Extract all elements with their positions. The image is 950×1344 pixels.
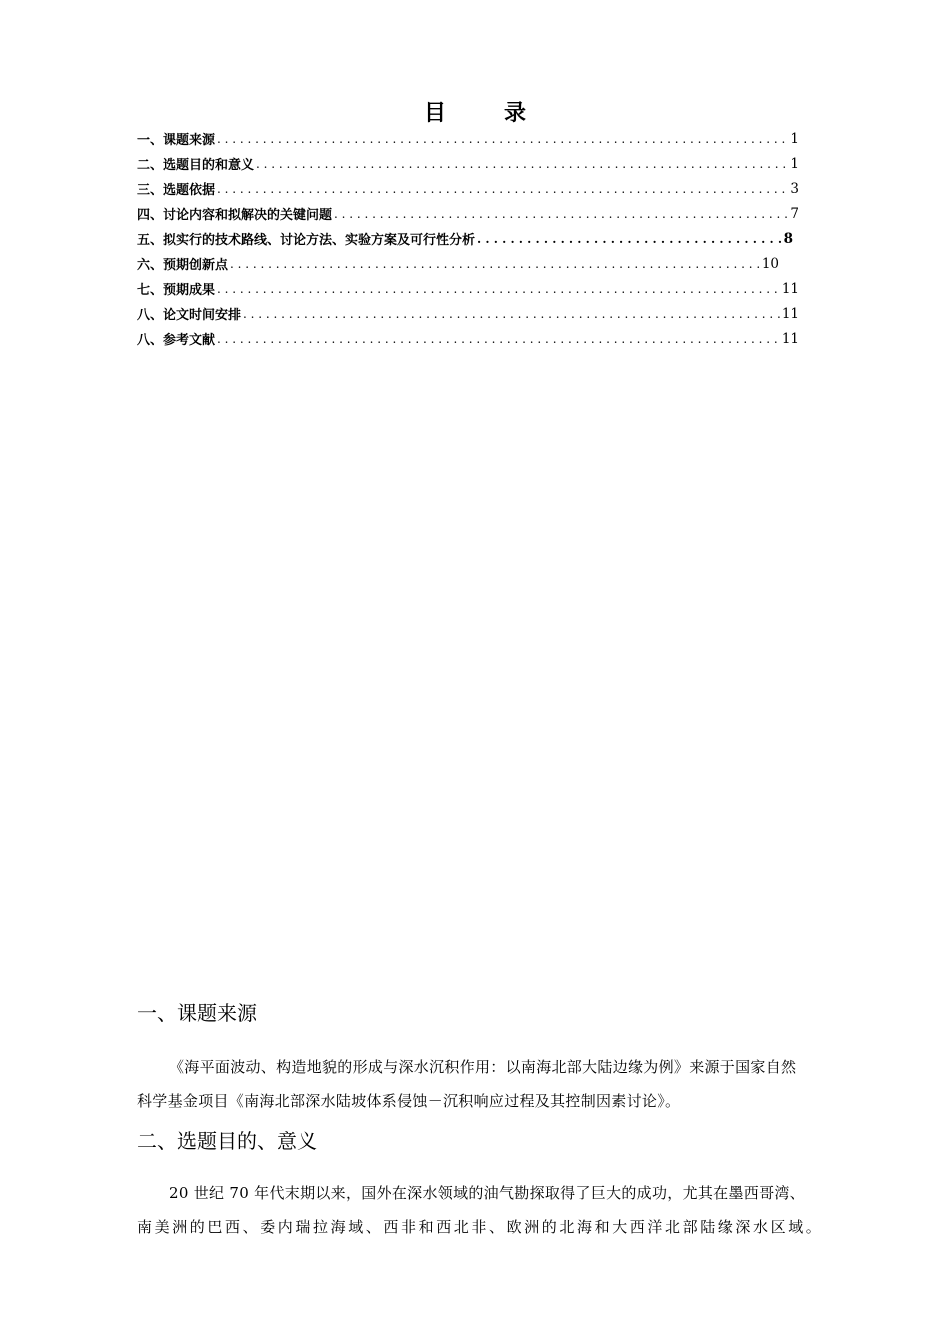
- toc-entry-page: 11: [781, 330, 799, 347]
- section-paragraph-topic-source: [137, 1050, 865, 1118]
- paragraph-line: 南美洲的巴西、委内瑞拉海域、西非和西北非、欧洲的北海和大西洋北部陆缘深水区域。: [137, 1218, 824, 1236]
- paragraph-line: 20 世纪 70 年代末期以来，国外在深水领域的油气勘探取得了巨大的成功，尤其在墨西哥湾、: [169, 1184, 805, 1202]
- toc-entry[interactable]: [137, 226, 793, 251]
- toc-entry-label: 七、预期成果: [137, 283, 216, 298]
- toc-entry[interactable]: [137, 126, 799, 151]
- toc-leader-dots: [243, 307, 780, 321]
- toc-entry-page: 11: [781, 305, 799, 322]
- toc-leader-dots: [230, 257, 760, 271]
- toc-entry-page: 7: [790, 205, 799, 222]
- toc-leader-dots: [334, 207, 787, 221]
- toc-entry-page: 8: [783, 230, 793, 247]
- toc-entry-label: 六、预期创新点: [137, 258, 229, 273]
- toc-leader-dots: [256, 157, 787, 171]
- toc-entry[interactable]: [137, 301, 799, 326]
- toc-entry-label: 五、拟实行的技术路线、讨论方法、实验方案及可行性分析: [137, 233, 476, 248]
- section-heading-purpose: 二、选题目的、意义: [137, 1129, 317, 1153]
- section-heading-topic-source: 一、课题来源: [137, 1001, 257, 1025]
- toc-entry[interactable]: [137, 176, 799, 201]
- toc-entry-label: 八、参考文献: [137, 333, 216, 348]
- toc-leader-dots: [217, 282, 780, 296]
- paragraph-line: 科学基金项目《南海北部深水陆坡体系侵蚀－沉积响应过程及其控制因素讨论》。: [137, 1092, 681, 1110]
- section-paragraph-purpose: [137, 1176, 865, 1244]
- toc-entry-page: 10: [761, 255, 779, 272]
- toc-leader-dots: [477, 232, 781, 246]
- toc-entry-page: 1: [790, 130, 799, 147]
- toc-entry[interactable]: [137, 251, 779, 276]
- toc-entry-label: 二、选题目的和意义: [137, 158, 255, 173]
- toc-entry[interactable]: [137, 326, 799, 351]
- toc-entry-page: 1: [790, 155, 799, 172]
- toc-leader-dots: [217, 132, 787, 146]
- toc-entry-label: 八、论文时间安排: [137, 308, 242, 323]
- toc-entry-page: 11: [781, 280, 799, 297]
- toc-entry[interactable]: [137, 151, 799, 176]
- toc-entry[interactable]: [137, 276, 799, 301]
- toc-entry-label: 四、讨论内容和拟解决的关键问题: [137, 208, 333, 223]
- toc-entry-page: 3: [790, 180, 799, 197]
- table-of-contents: [137, 126, 799, 351]
- toc-title: 目 录: [423, 100, 544, 126]
- toc-leader-dots: [217, 182, 787, 196]
- toc-leader-dots: [217, 332, 780, 346]
- toc-entry-label: 三、选题依据: [137, 183, 216, 198]
- toc-entry-label: 一、课题来源: [137, 133, 216, 148]
- paragraph-line: 《海平面波动、构造地貌的形成与深水沉积作用：以南海北部大陆边缘为例》来源于国家自然: [169, 1058, 797, 1076]
- toc-entry[interactable]: [137, 201, 799, 226]
